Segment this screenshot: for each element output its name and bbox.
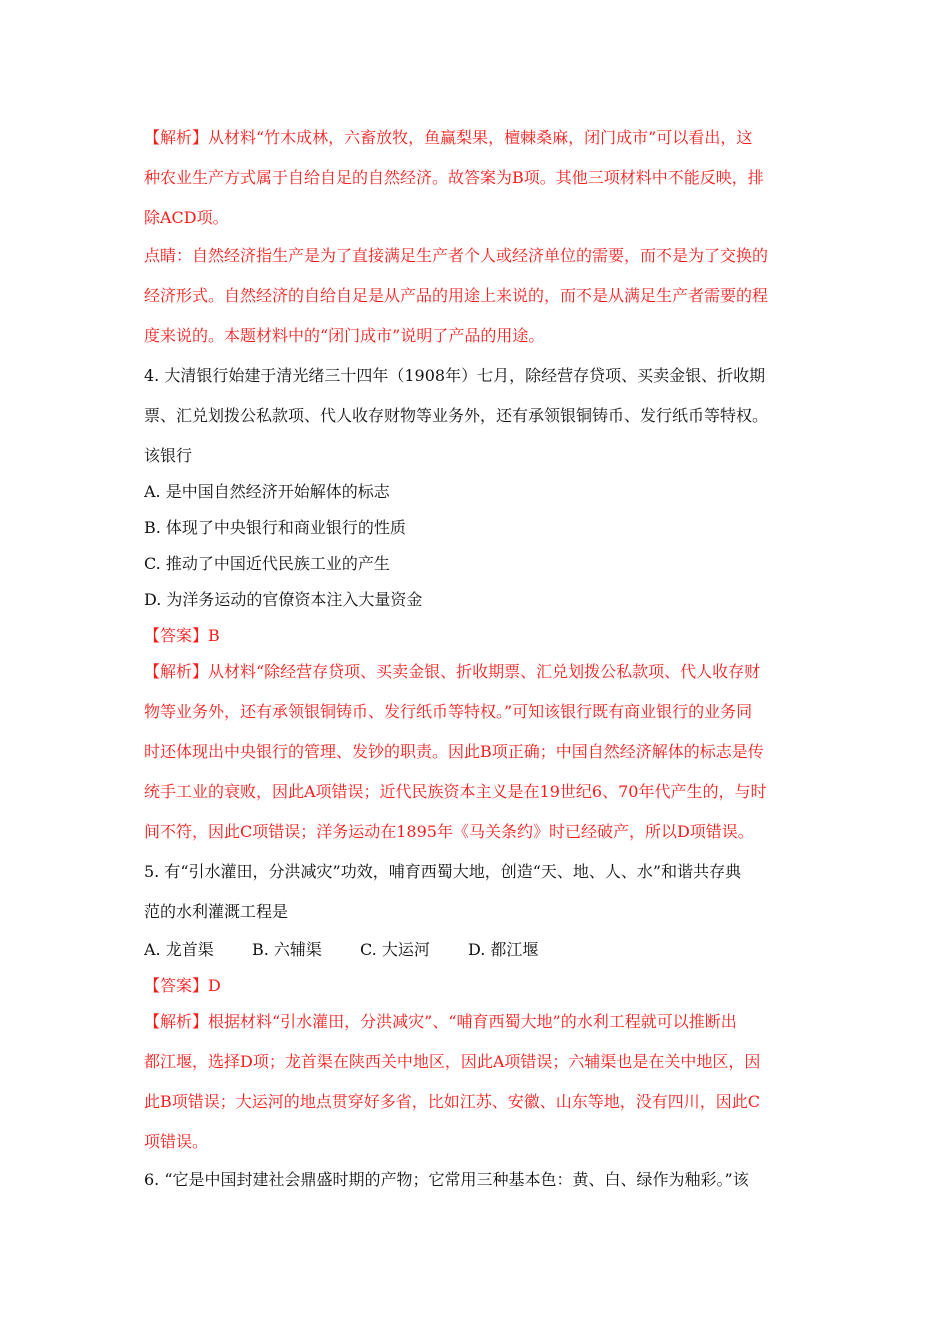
analysis-q5-line-2: 都江堰，选择D项；龙首渠在陕西关中地区，因此A项错误；六辅渠也是在关中地区，因 [144, 1052, 761, 1071]
question-4-line-2: 票、汇兑划拨公私款项、代人收存财物等业务外，还有承领银铜铸币、发行纸币等特权。 [144, 406, 769, 425]
analysis-q5-line-1: 【解析】根据材料“引水灌田，分洪减灾”、“哺育西蜀大地”的水利工程就可以推断出 [144, 1012, 737, 1031]
analysis-q4-line-4: 统手工业的衰败，因此A项错误；近代民族资本主义是在19世纪6、70年代产生的，与时 [144, 782, 767, 801]
analysis-q4-line-3: 时还体现出中央银行的管理、发钞的职责。因此B项正确；中国自然经济解体的标志是传 [144, 742, 764, 761]
question-5-option-d: D. 都江堰 [468, 940, 539, 959]
question-4-answer: 【答案】B [144, 626, 220, 645]
analysis-q5-line-4: 项错误。 [144, 1132, 209, 1151]
question-5-options [144, 940, 812, 960]
analysis-q4-line-5: 间不符，因此C项错误；洋务运动在1895年《马关条约》时已经破产，所以D项错误。 [144, 822, 754, 841]
question-4-line-1: 4. 大清银行始建于清光绪三十四年（1908年）七月，除经营存贷项、买卖金银、折收期 [144, 366, 766, 385]
question-4-option-a: A. 是中国自然经济开始解体的标志 [144, 482, 390, 501]
question-5-option-c: C. 大运河 [360, 940, 430, 959]
analysis-q3-line-3: 除ACD项。 [144, 208, 229, 227]
note-q3-line-3: 度来说的。本题材料中的“闭门成市”说明了产品的用途。 [144, 326, 545, 345]
question-5-line-2: 范的水利灌溉工程是 [144, 902, 289, 921]
question-5-option-b: B. 六辅渠 [252, 940, 322, 959]
analysis-q3-line-1: 【解析】从材料“竹木成林，六畜放牧，鱼赢梨果，檀棘桑麻，闭门成市”可以看出，这 [144, 128, 753, 147]
question-4-option-d: D. 为洋务运动的官僚资本注入大量资金 [144, 590, 423, 609]
analysis-q5-line-3: 此B项错误；大运河的地点贯穿好多省，比如江苏、安徽、山东等地，没有四川，因此C [144, 1092, 761, 1111]
analysis-q4-line-2: 物等业务外，还有承领银铜铸币、发行纸币等特权。”可知该银行既有商业银行的业务同 [144, 702, 753, 721]
question-5-line-1: 5. 有“引水灌田，分洪减灾”功效，哺育西蜀大地，创造“天、地、人、水”和谐共存典 [144, 862, 742, 881]
question-4-option-b: B. 体现了中央银行和商业银行的性质 [144, 518, 406, 537]
question-4-option-c: C. 推动了中国近代民族工业的产生 [144, 554, 390, 573]
note-q3-line-1: 点睛：自然经济指生产是为了直接满足生产者个人或经济单位的需要，而不是为了交换的 [144, 246, 769, 265]
question-5-answer: 【答案】D [144, 976, 221, 995]
question-5-option-a: A. 龙首渠 [144, 940, 214, 959]
question-6-line-1: 6. “它是中国封建社会鼎盛时期的产物；它常用三种基本色：黄、白、绿作为釉彩。”该 [144, 1170, 749, 1189]
analysis-q3-line-2: 种农业生产方式属于自给自足的自然经济。故答案为B项。其他三项材料中不能反映，排 [144, 168, 764, 187]
question-4-line-3: 该银行 [144, 446, 193, 465]
note-q3-line-2: 经济形式。自然经济的自给自足是从产品的用途上来说的，而不是从满足生产者需要的程 [144, 286, 769, 305]
analysis-q4-line-1: 【解析】从材料“除经营存贷项、买卖金银、折收期票、汇兑划拨公私款项、代人收存财 [144, 662, 761, 681]
